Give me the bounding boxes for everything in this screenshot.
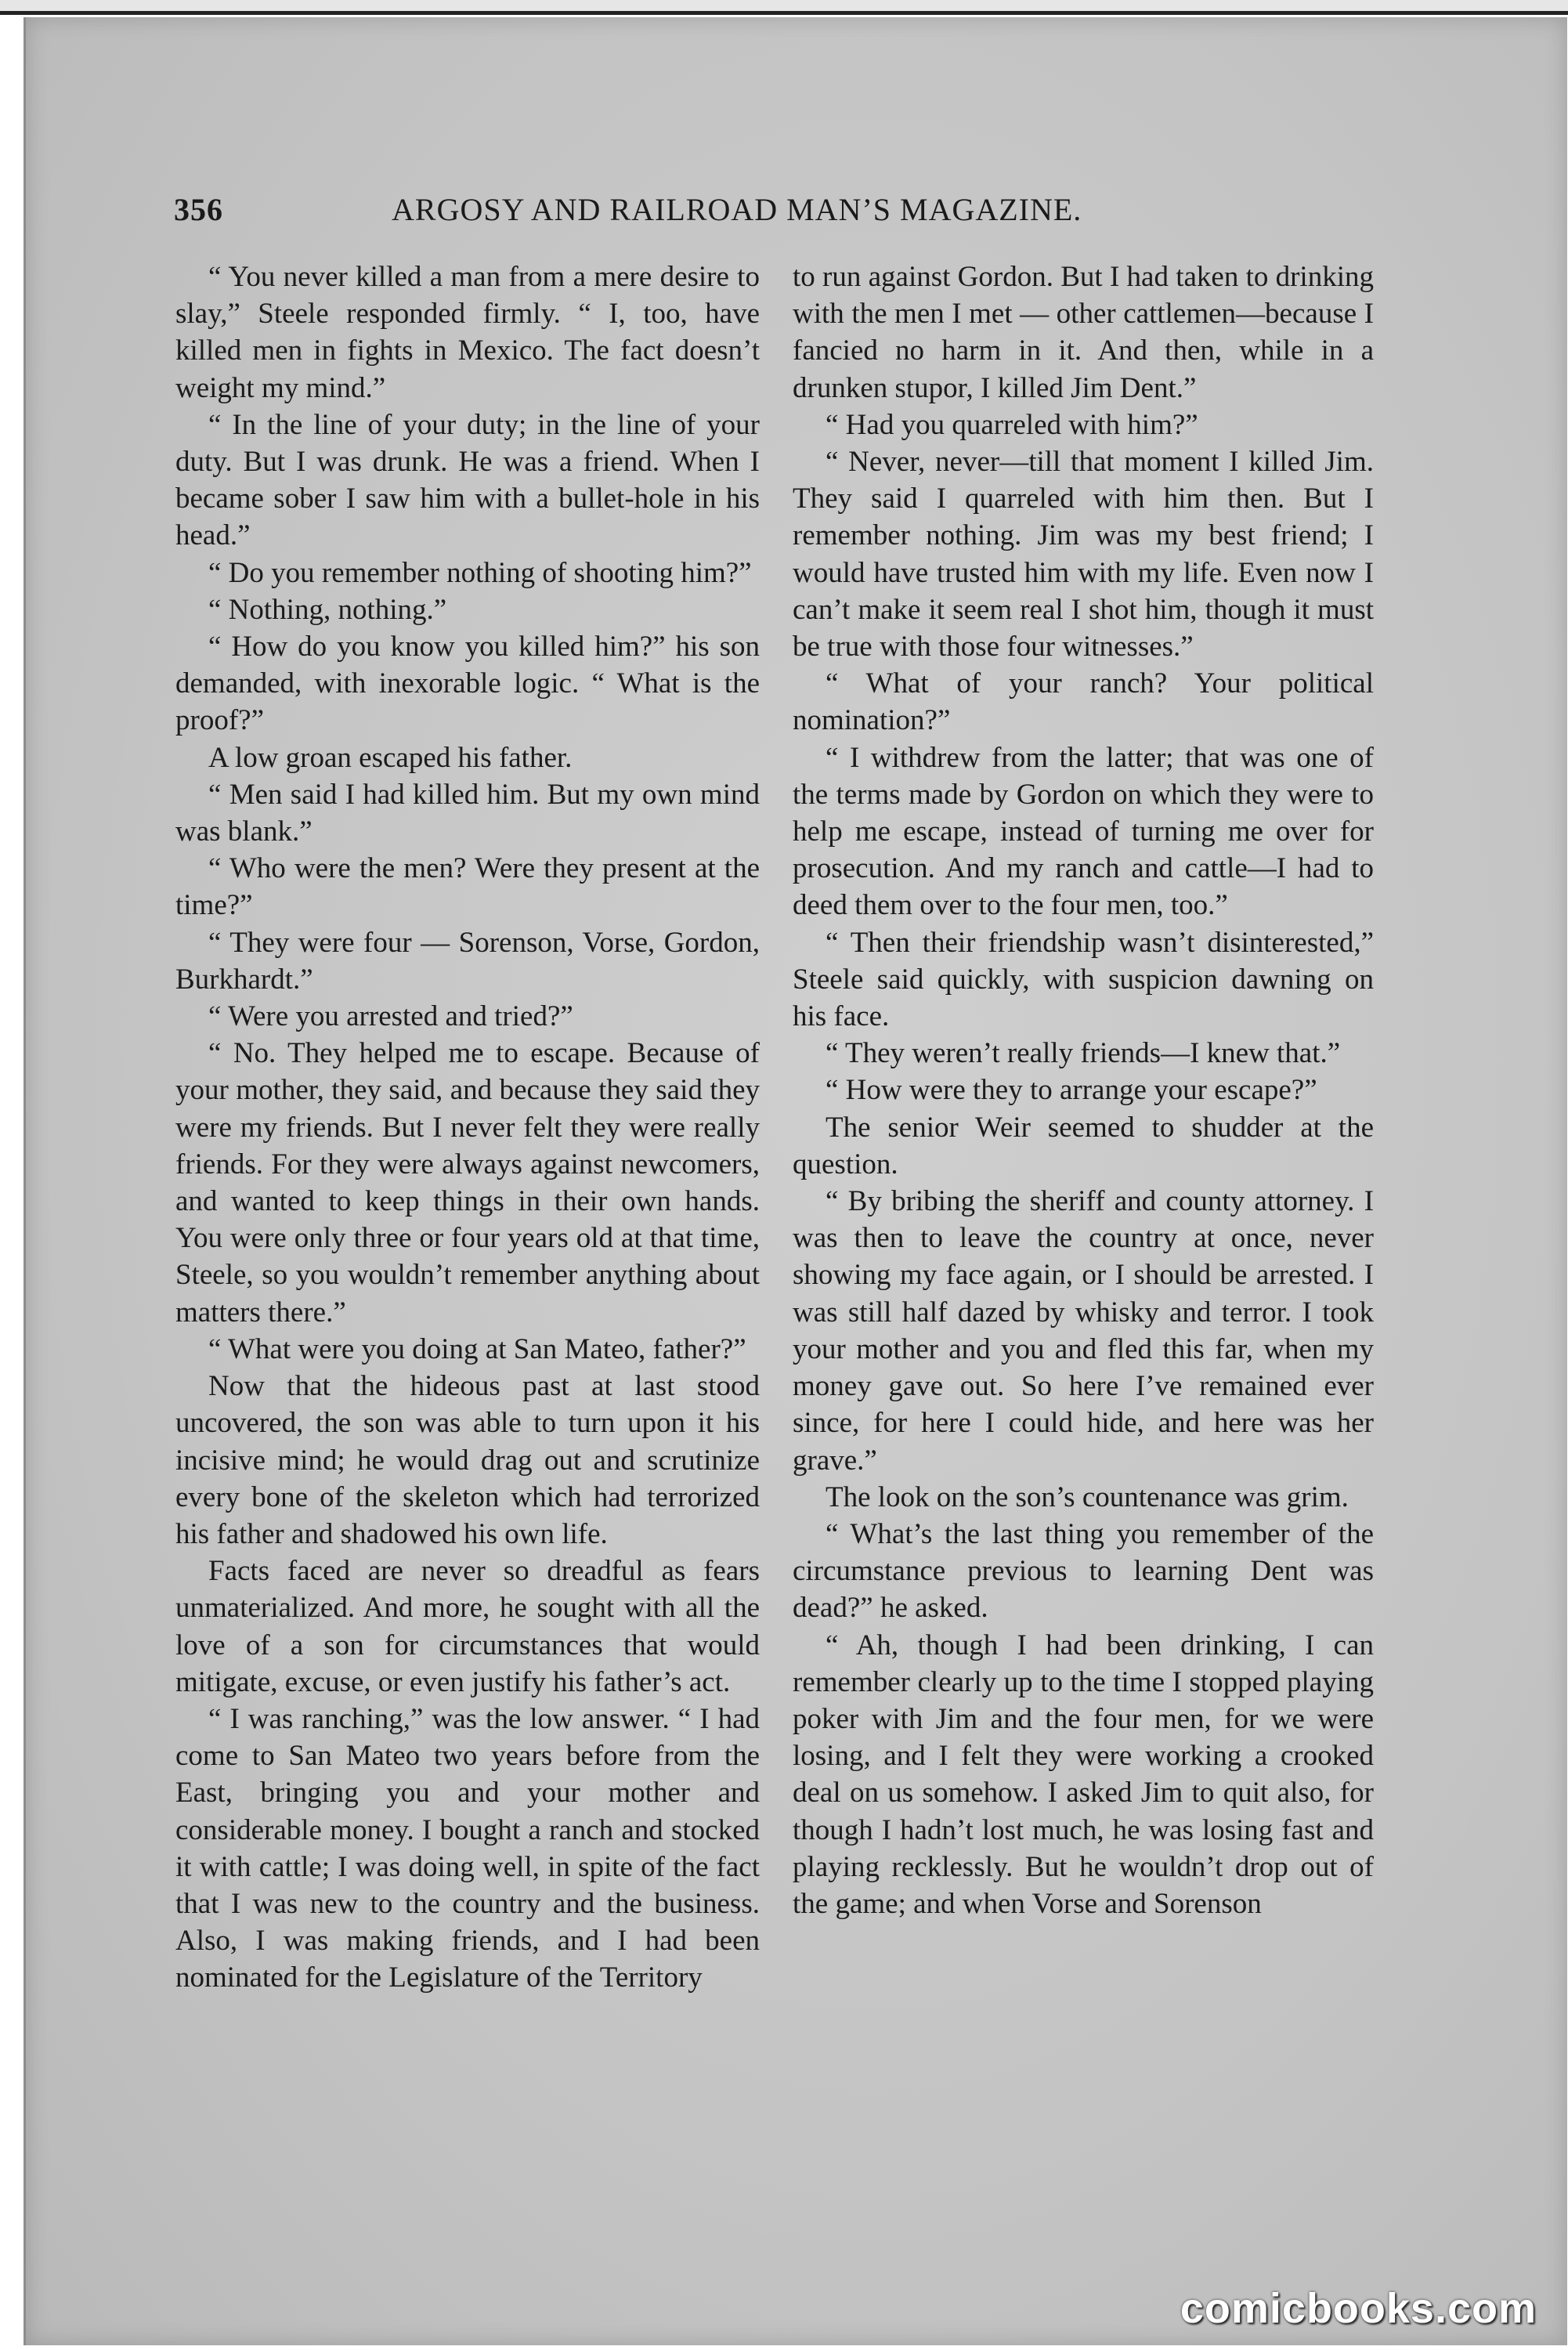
right-column [793, 258, 1374, 2209]
paragraph: “ No. They helped me to escape. Because of your mother, they said, and because they said they were my friends. But I never felt they were really friends. For they were always against newcomers, and wanted to keep things in their own hands. You were only three or four years old at that time, Steele, so you wouldn’t remember anything about matters there.” [175, 1037, 760, 1329]
paragraph: “ Men said I had killed him. But my own mind was blank.” [175, 778, 760, 848]
running-title: ARGOSY AND RAILROAD MAN’S MAGAZINE. [392, 192, 1082, 227]
paragraph: “ I withdrew from the latter; that was one of the terms made by Gordon on which they were to help me escape, instead of turning me over for prosecution. And my ranch and cattle—I had to deed them over to the four men, too.” [793, 741, 1374, 922]
paragraph: “ By bribing the sheriff and county attorney. I was then to leave the country at once, never showing my face again, or I should be arrested. I was still half dazed by whisky and terror. I took your mother and you and fled this far, when my money gave out. So here I’ve remained ever since, for here I could hide, and here was her grave.” [793, 1185, 1374, 1477]
page-header [174, 191, 1372, 230]
page-top-edge [0, 0, 1568, 15]
paragraph: “ How do you know you killed him?” his son demanded, with inexorable logic. “ What is the proof?” [175, 631, 760, 737]
site-watermark: comicbooks.com [1180, 2285, 1537, 2332]
paragraph: “ Do you remember nothing of shooting him?” [208, 556, 752, 589]
paragraph: “ I was ranching,” was the low answer. “ I had come to San Mateo two years before from the East, bringing you and your mother and considerable money. I bought a ranch and stocked it with cattle; I was doing well, in spite of the fact that I was new to the country and the business. Also, I was making friends, and I had been nominated for the Legislature of the Territory [175, 1702, 760, 1994]
paragraph: The senior Weir seemed to shudder at the question. [793, 1111, 1374, 1180]
paragraph-continued: to run against Gordon. But I had taken to drinking with the men I met — other cattlemen—because I fancied no harm in it. And then, while in a drunken stupor, I killed Jim Dent.” [793, 261, 1374, 404]
paragraph: “ Were you arrested and tried?” [208, 1000, 573, 1033]
paragraph: A low groan escaped his father. [208, 741, 573, 774]
left-column [175, 258, 760, 2209]
paragraph: “ What were you doing at San Mateo, father?” [208, 1332, 746, 1365]
paragraph: “ They were four — Sorenson, Vorse, Gordon, Burkhardt.” [175, 926, 760, 996]
paragraph: “ In the line of your duty; in the line of your duty. But I was drunk. He was a friend. When I became sober I saw him with a bullet-hole in his head.” [175, 408, 760, 552]
paragraph: “ Never, never—till that moment I killed Jim. They said I quarreled with him then. But I remember nothing. Jim was my best friend; I would have trusted him with my life. Even now I can’t make it seem real I shot him, though it must be true with those four witnesses.” [793, 446, 1374, 663]
paragraph: “ Nothing, nothing.” [208, 593, 447, 626]
paragraph: “ Then their friendship wasn’t disinterested,” Steele said quickly, with suspicion dawning on his face. [793, 926, 1374, 1033]
paragraph: “ Who were the men? Were they present at the time?” [175, 852, 760, 922]
paragraph: “ What of your ranch? Your political nomination?” [793, 667, 1374, 737]
paragraph: Facts faced are never so dreadful as fears unmaterialized. And more, he sought with all the love of a son for circumstances that would mitigate, excuse, or even justify his father’s act. [175, 1555, 760, 1698]
paragraph: “ You never killed a man from a mere desire to slay,” Steele responded firmly. “ I, too, have killed men in fights in Mexico. The fact doesn’t weight my mind.” [175, 261, 760, 404]
page-number: 356 [174, 192, 223, 227]
paragraph: “ What’s the last thing you remember of the circumstance previous to learning Dent was dead?” he asked. [793, 1517, 1374, 1625]
paragraph: “ They weren’t really friends—I knew that.” [826, 1037, 1341, 1070]
paragraph: Now that the hideous past at last stood uncovered, the son was able to turn upon it his incisive mind; he would drag out and scrutinize every bone of the skeleton which had terrorized his father and shadowed his own life. [175, 1370, 760, 1550]
paragraph: The look on the son’s countenance was grim. [826, 1480, 1349, 1513]
paragraph: “ Ah, though I had been drinking, I can remember clearly up to the time I stopped playing poker with Jim and the four men, for we were losing, and I felt they were working a crooked deal on us somehow. I asked Jim to quit also, for though I hadn’t lost much, he was losing fast and playing recklessly. But he wouldn’t drop out of the game; and when Vorse and Sorenson [793, 1629, 1374, 1920]
paragraph: “ Had you quarreled with him?” [826, 408, 1198, 441]
paragraph: “ How were they to arrange your escape?” [826, 1074, 1317, 1107]
